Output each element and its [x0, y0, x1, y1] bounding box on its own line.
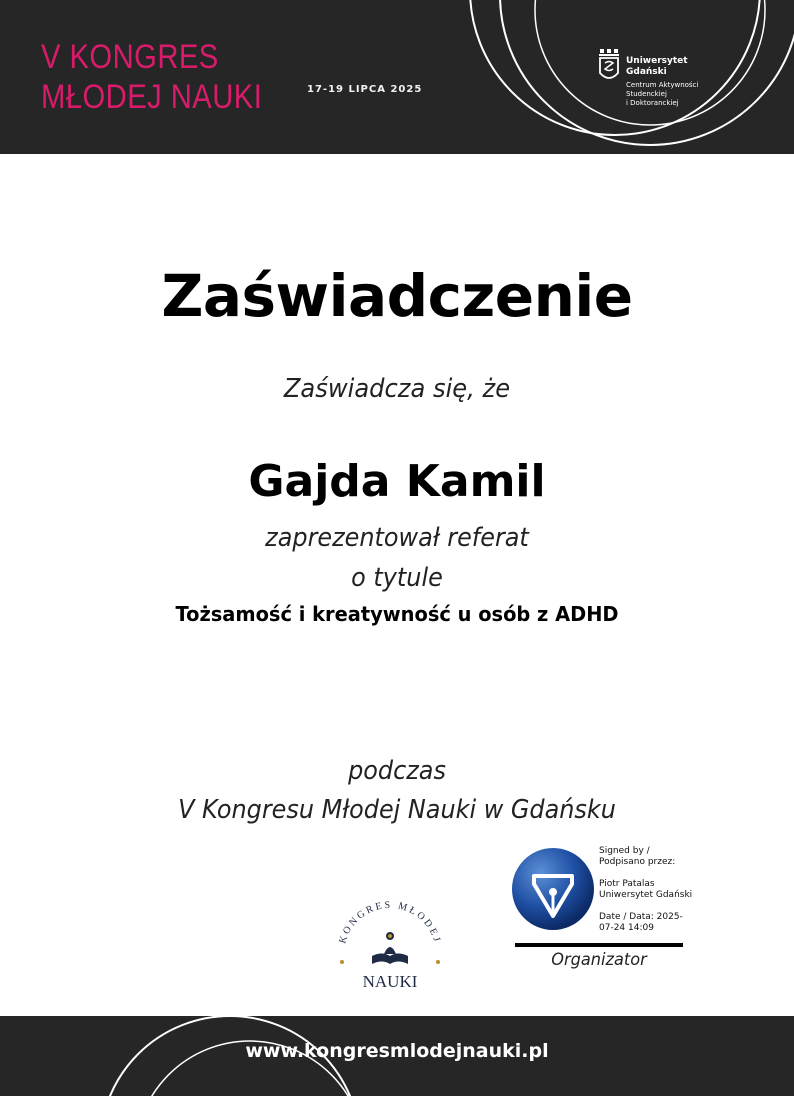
logo-arc-text: KONGRES MŁODEJ	[337, 899, 443, 945]
university-crest-icon	[598, 49, 620, 85]
university-name	[626, 56, 688, 78]
event-name: V Kongresu Młodej Nauki w Gdańsku	[178, 795, 616, 825]
university-unit-line1: Centrum Aktywności	[626, 81, 699, 89]
university-unit-line2: Studenckiej	[626, 90, 667, 98]
congress-title-line1: V KONGRES	[41, 38, 219, 76]
certificate-during: podczas	[348, 756, 446, 786]
signer-name: Piotr Patalas	[599, 879, 655, 889]
certificate-title: Zaświadczenie	[161, 262, 633, 330]
signature-details	[599, 846, 692, 934]
signature-date-line1: Date / Data: 2025-	[599, 912, 683, 922]
logo-word: NAUKI	[362, 972, 418, 991]
signed-by-line1: Signed by /	[599, 846, 650, 856]
signed-by-line2: Podpisano przez:	[599, 857, 676, 867]
university-unit-line3: i Doktoranckiej	[626, 99, 679, 107]
signer-org: Uniwersytet Gdański	[599, 890, 693, 900]
header-banner	[0, 0, 794, 154]
recipient-name: Gajda Kamil	[248, 456, 546, 507]
paper-title: Tożsamość i kreatywność u osób z ADHD	[175, 602, 619, 626]
footer-banner	[0, 1016, 794, 1096]
certificate-verb: zaprezentował referat	[265, 523, 529, 553]
congress-title-line2: MŁODEJ NAUKI	[41, 78, 263, 116]
signature-date-line2: 07-24 14:09	[599, 923, 654, 933]
university-name-line1: Uniwersytet	[626, 56, 688, 66]
title-label: o tytule	[351, 563, 443, 593]
certificate-lead: Zaświadcza się, że	[283, 374, 511, 404]
congress-dates: 17-19 LIPCA 2025	[307, 84, 423, 95]
university-unit	[626, 81, 698, 108]
website-link[interactable]: www.kongresmlodejnauki.pl	[245, 1040, 549, 1062]
signature-line	[515, 943, 683, 947]
university-name-line2: Gdański	[626, 67, 667, 77]
signer-role: Organizator	[551, 950, 647, 970]
fountain-pen-icon	[510, 846, 596, 932]
